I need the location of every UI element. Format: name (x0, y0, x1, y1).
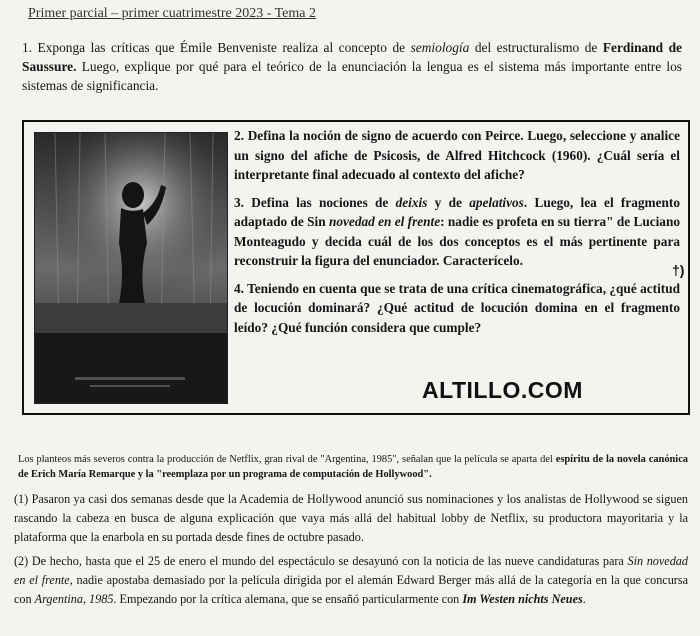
article-paragraph-1: (1) Pasaron ya casi dos semanas desde que la Academia de Hollywood anunció sus nominaciones y los analistas de Hollywood se siguen rascando la cabeza en busca de alguna explicación que vaya más allá del habitual lobby de Netflix, su productora mayoritaria y la plataforma que la enarbola en su portada desde fines de octubre pasado. (14, 492, 688, 544)
margin-mark: †) (672, 262, 685, 278)
article-lead (18, 452, 688, 482)
exam-header: Primer parcial – primer cuatrimestre 2023 - Tema 2 (28, 6, 316, 21)
q1-author: Ferdinand de Saussure. (22, 40, 682, 74)
p2-text-b: , nadie apostaba demasiado por la película dirigida por el alemán Edward Berger más allá de la categoría en la que concursa con (14, 573, 688, 606)
p2-text-a: (2) De hecho, hasta que el 25 de enero el mundo del espectáculo se desayunó con la noticia de las nueve candidaturas para (14, 554, 624, 568)
question-2: 2. Defina la noción de signo de acuerdo con Peirce. Luego, seleccione y analice un signo del afiche de Psicosis, de Alfred Hitchcock (1960). ¿Cuál sería el interpretante final adecuado al contexto del afiche? (234, 128, 680, 182)
question-3 (234, 193, 680, 271)
q3-text-a: 3. Defina las nociones de (234, 194, 389, 210)
questions-box (22, 120, 690, 415)
q3-text-c: . Luego, lea el fragmento adaptado de Sin (234, 194, 680, 229)
q3-film-title: novedad en el frente (328, 214, 441, 229)
q3-text-b: y de (434, 194, 462, 210)
p2-text-c: . Empezando por la crítica alemana, que se ensañó particularmente con (113, 592, 460, 606)
p2-text-d: . (582, 592, 586, 606)
p2-film-title-2: Argentina, 1985 (34, 592, 114, 606)
q3-term-apelativos: apelativos (469, 194, 524, 210)
p2-film-title-3: Im Westen nichts Neues (462, 592, 583, 606)
q1-text-c: Luego, explique por qué para el teórico de la enunciación la lengua es el sistema más importante entre los sistemas de significancia. (22, 59, 682, 93)
questions-column (234, 126, 680, 345)
article-paragraph-2 (14, 552, 688, 609)
q3-text-d: : nadie es profeta en su tierra" de Luciano Monteagudo y decida cuál de los dos conceptos es el más pertinente para reconstruir la figura del enunciador. Caracterícelo. (234, 214, 681, 268)
q1-term: semiología (410, 40, 470, 55)
question-1 (22, 38, 682, 95)
watermark: ALTILLO.COM (422, 377, 583, 403)
q1-text-a: Exponga las críticas que Émile Benveniste realiza al concepto de (37, 40, 406, 55)
lead-line-2: espíritu de la novela canónica de Erich María Remarque y la "reemplaza por un programa de computación de Hollywood". (18, 454, 688, 480)
psycho-poster-image (34, 132, 228, 404)
q3-term-deixis: deixis (395, 194, 428, 210)
lead-line-1: Los planteos más severos contra la producción de Netflix, gran rival de "Argentina, 1985", señalan que la película se aparta del (18, 454, 553, 465)
q1-text-b: del estructuralismo de (474, 40, 598, 55)
p2-film-title: Sin novedad en el frente (14, 554, 688, 587)
q1-number: 1. (22, 40, 33, 55)
question-4: 4. Teniendo en cuenta que se trata de una crítica cinematográfica, ¿qué actitud de locución dominará? ¿Qué actitud de locución domina en el fragmento leído? ¿Qué función considera que cumple? (234, 280, 680, 335)
